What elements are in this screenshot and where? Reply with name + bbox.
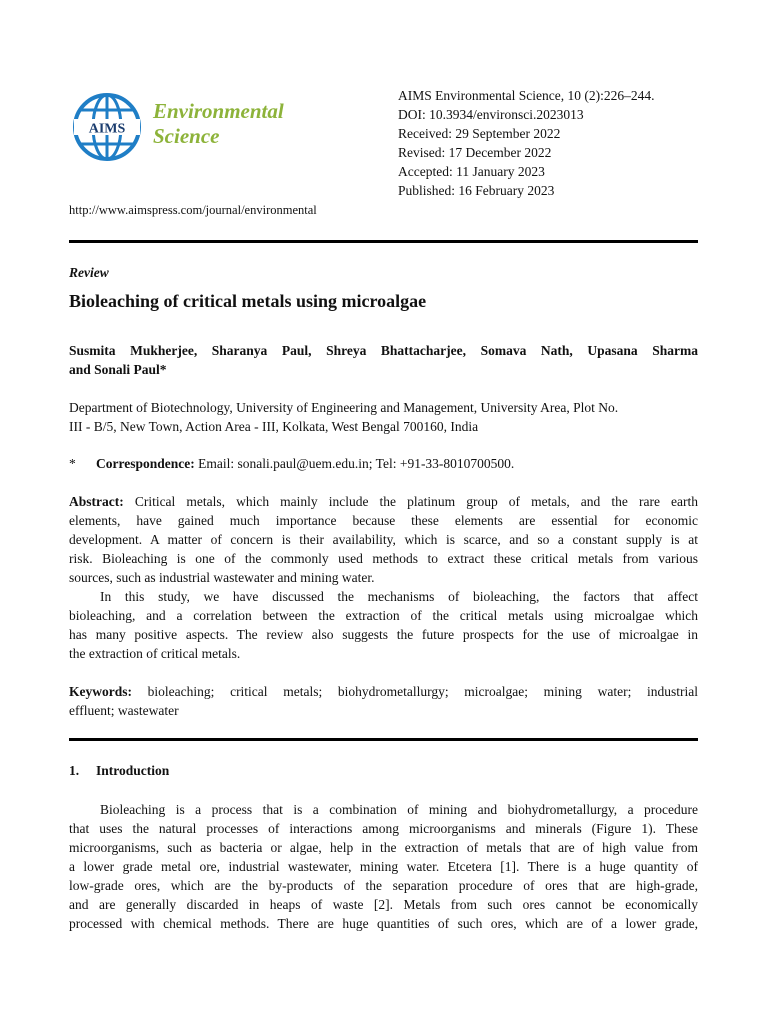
body-line: that uses the natural processes of interactions among microorganisms and minerals (Figure 1). These <box>69 821 698 836</box>
abstract-line: development. A matter of concern is their availability, which is scarce, and so a constant supply is at <box>69 532 698 547</box>
publication-meta <box>398 86 654 200</box>
body-line: processed with chemical methods. There are huge quantities of such ores, which are of a lower grade, <box>69 916 698 931</box>
header-divider <box>69 240 698 243</box>
globe-icon <box>72 92 142 162</box>
body-line: a lower grade metal ore, industrial wastewater, mining water. Etcetera [1]. There is a huge quantity of <box>69 859 698 874</box>
keywords-line2: effluent; wastewater <box>69 703 179 718</box>
abstract-line: sources, such as industrial wastewater and mining water. <box>69 570 375 585</box>
abstract-line: bioleaching, and a correlation between the extraction of the critical metals using microalgae which <box>69 608 698 623</box>
authors-line2: and Sonali Paul* <box>69 362 167 377</box>
corr-label: Correspondence: <box>96 456 195 471</box>
abstract-divider <box>69 738 698 741</box>
article-title: Bioleaching of critical metals using microalgae <box>69 291 427 311</box>
authors-line1: Susmita Mukherjee, Sharanya Paul, Shreya Bhattacharjee, Somava Nath, Upasana Sharma <box>69 343 698 358</box>
citation: AIMS Environmental Science, 10 (2):226–244. <box>398 88 655 103</box>
article-type: Review <box>69 265 109 280</box>
abstract-line: Abstract: Critical metals, which mainly include the platinum group of metals, and the rare earth <box>69 494 698 509</box>
journal-name-line2: Science <box>153 124 220 148</box>
abstract-line: risk. Bioleaching is one of the commonly used methods to extract these critical metals from various <box>69 551 698 566</box>
section-heading-introduction <box>69 763 169 779</box>
introduction-body <box>69 800 698 933</box>
affiliation-line2: III - B/5, New Town, Action Area - III, Kolkata, West Bengal 700160, India <box>69 419 479 434</box>
section-number: 1. <box>69 763 80 778</box>
keywords-label: Keywords: <box>69 684 132 699</box>
abstract-line: In this study, we have discussed the mechanisms of bioleaching, the factors that affect <box>100 589 698 604</box>
corr-contact[interactable]: Email: sonali.paul@uem.edu.in; Tel: +91-33-8010700500. <box>194 456 515 471</box>
body-line: low-grade ores, which are the by-products of the separation procedure of ores that are high-grade, <box>69 878 698 893</box>
authors <box>69 341 698 379</box>
journal-url-link[interactable]: http://www.aimspress.com/journal/environmental <box>69 203 317 217</box>
keywords <box>69 682 698 720</box>
doi[interactable]: DOI: 10.3934/environsci.2023013 <box>398 107 584 122</box>
journal-logo <box>72 92 142 162</box>
affiliation-line1: Department of Biotechnology, University of Engineering and Management, University Area, Plot No. <box>69 400 619 415</box>
affiliation <box>69 398 698 436</box>
correspondence <box>69 454 698 473</box>
section-title: Introduction <box>96 763 170 778</box>
corr-asterisk: * <box>69 456 76 471</box>
journal-name <box>153 99 284 149</box>
abstract-line: the extraction of critical metals. <box>69 646 241 661</box>
keywords-line1: Keywords: bioleaching; critical metals; biohydrometallurgy; microalgae; mining water; industrial <box>69 684 698 699</box>
journal-name-line1: Environmental <box>153 99 284 123</box>
published-date: Published: 16 February 2023 <box>398 183 555 198</box>
abstract-line: elements, have gained much importance because these elements are essential for economic <box>69 513 698 528</box>
revised-date: Revised: 17 December 2022 <box>398 145 552 160</box>
body-line: Bioleaching is a process that is a combination of mining and biohydrometallurgy, a procedure <box>100 802 698 817</box>
body-line: microorganisms, such as bacteria or algae, help in the extraction of metals that are of high value from <box>69 840 698 855</box>
received-date: Received: 29 September 2022 <box>398 126 561 141</box>
abstract-line: has many positive aspects. The review also suggests the future prospects for the use of microalgae in <box>69 627 698 642</box>
body-line: and are generally discarded in heaps of waste [2]. Metals from such ores cannot be economically <box>69 897 698 912</box>
accepted-date: Accepted: 11 January 2023 <box>398 164 545 179</box>
abstract <box>69 492 698 663</box>
svg-text:AIMS: AIMS <box>88 121 126 137</box>
abstract-label: Abstract: <box>69 494 124 509</box>
